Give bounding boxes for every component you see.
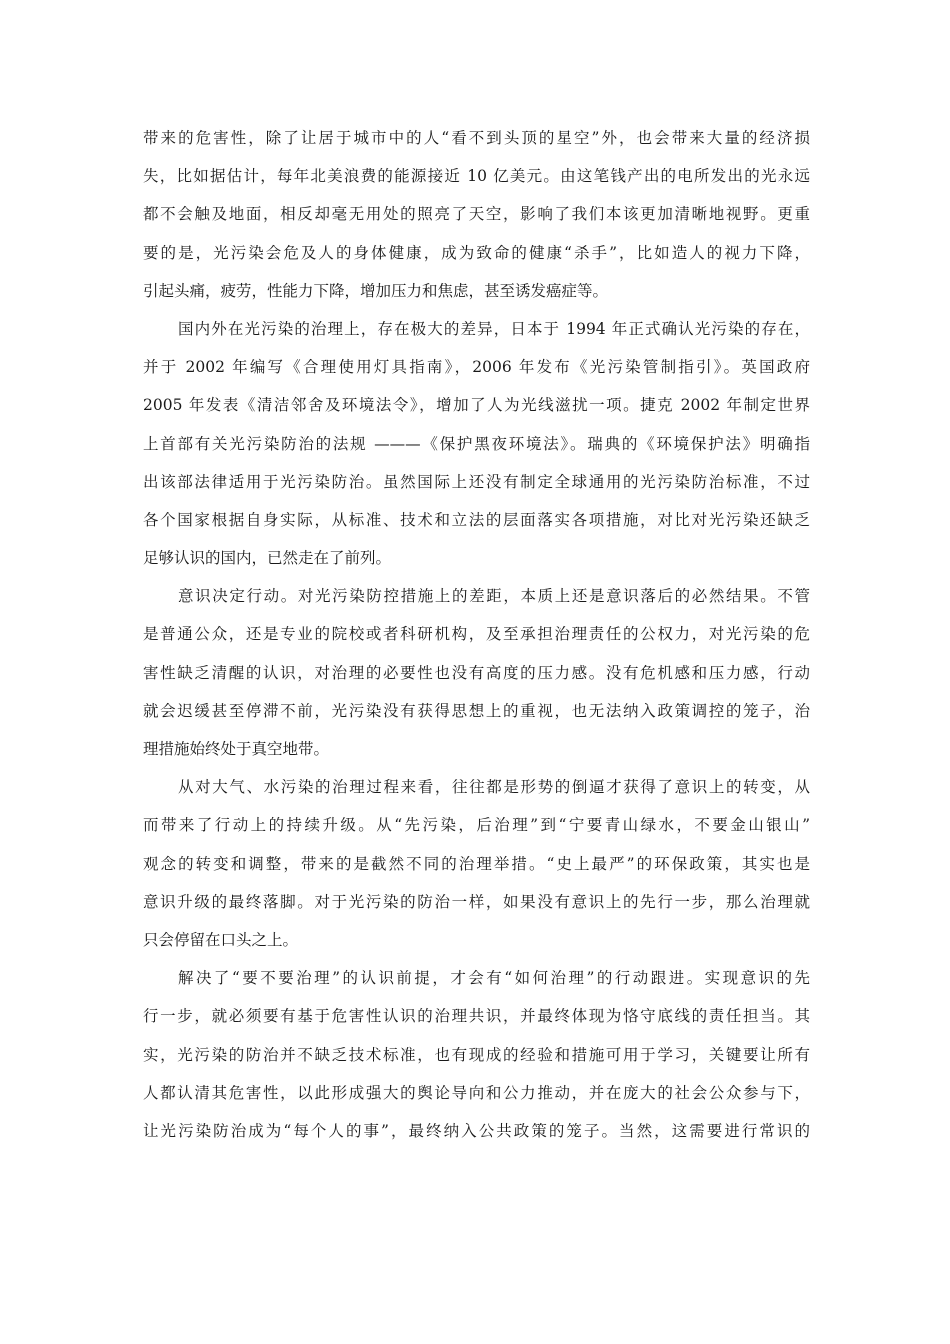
text-line: 就会迟缓甚至停滞不前，光污染没有获得思想上的重视，也无法纳入政策调控的笼子，治	[143, 701, 810, 720]
text-line: 观念的转变和调整，带来的是截然不同的治理举措。“史上最严”的环保政策，其实也是	[143, 854, 810, 873]
text-line: 国内外在光污染的治理上，存在极大的差异，日本于 1994 年正式确认光污染的存在，	[178, 319, 810, 338]
text-line: 从对大气、水污染的治理过程来看，往往都是形势的倒逼才获得了意识上的转变，从	[178, 778, 810, 797]
document-body	[143, 119, 810, 1150]
text-line: 带来的危害性，除了让居于城市中的人“看不到头顶的星空”外，也会带来大量的经济损	[143, 129, 810, 147]
text-line: 只会停留在口头之上。	[143, 930, 299, 949]
text-line: 意识升级的最终落脚。对于光污染的防治一样，如果没有意识上的先行一步，那么治理就	[143, 892, 810, 911]
text-line: 失，比如据估计，每年北美浪费的能源接近 10 亿美元。由这笔钱产出的电所发出的光永远	[143, 167, 810, 186]
text-line: 让光污染防治成为“每个人的事”，最终纳入公共政策的笼子。当然，这需要进行常识的	[143, 1121, 810, 1140]
text-line: 而带来了行动上的持续升级。从“先污染，后治理”到“宁要青山绿水，不要金山银山”	[143, 816, 810, 835]
text-line: 并于 2002 年编写《合理使用灯具指南》，2006 年发布《光污染管制指引》。英国政府	[143, 358, 810, 377]
paragraph-2	[143, 310, 810, 577]
text-line: 2005 年发表《清洁邻舍及环境法令》，增加了人为光线滋扰一项。捷克 2002 年制定世界	[143, 396, 810, 415]
text-line: 各个国家根据自身实际，从标准、技术和立法的层面落实各项措施，对比对光污染还缺乏	[143, 510, 810, 529]
text-line: 实，光污染的防治并不缺乏技术标准，也有现成的经验和措施可用于学习，关键要让所有	[143, 1045, 810, 1064]
text-line: 足够认识的国内，已然走在了前列。	[143, 549, 392, 568]
text-line: 解决了“要不要治理”的认识前提，才会有“如何治理”的行动跟进。实现意识的先	[178, 969, 810, 988]
text-line: 引起头痛，疲劳，性能力下降，增加压力和焦虑，甚至诱发癌症等。	[143, 281, 609, 300]
text-line: 意识决定行动。对光污染防控措施上的差距，本质上还是意识落后的必然结果。不管	[178, 587, 810, 606]
paragraph-3	[143, 577, 810, 768]
text-line: 人都认清其危害性，以此形成强大的舆论导向和公力推动，并在庞大的社会公众参与下，	[143, 1083, 810, 1102]
paragraph-1	[143, 119, 810, 310]
paragraph-5	[143, 959, 810, 1150]
text-line: 行一步，就必须要有基于危害性认识的治理共识，并最终体现为恪守底线的责任担当。其	[143, 1007, 810, 1026]
text-line: 是普通公众，还是专业的院校或者科研机构，及至承担治理责任的公权力，对光污染的危	[143, 625, 810, 644]
text-line: 理措施始终处于真空地带。	[143, 740, 330, 758]
text-line: 都不会触及地面，相反却毫无用处的照亮了天空，影响了我们本该更加清晰地视野。更重	[143, 205, 810, 224]
text-line: 害性缺乏清醒的认识，对治理的必要性也没有高度的压力感。没有危机感和压力感，行动	[143, 663, 810, 682]
text-line: 要的是，光污染会危及人的身体健康，成为致命的健康“杀手”，比如造人的视力下降，	[143, 243, 810, 262]
paragraph-4	[143, 768, 810, 959]
text-line: 出该部法律适用于光污染防治。虽然国际上还没有制定全球通用的光污染防治标准，不过	[143, 472, 810, 491]
text-line: 上首部有关光污染防治的法规 ———《保护黑夜环境法》。瑞典的《环境保护法》明确指	[143, 434, 810, 453]
